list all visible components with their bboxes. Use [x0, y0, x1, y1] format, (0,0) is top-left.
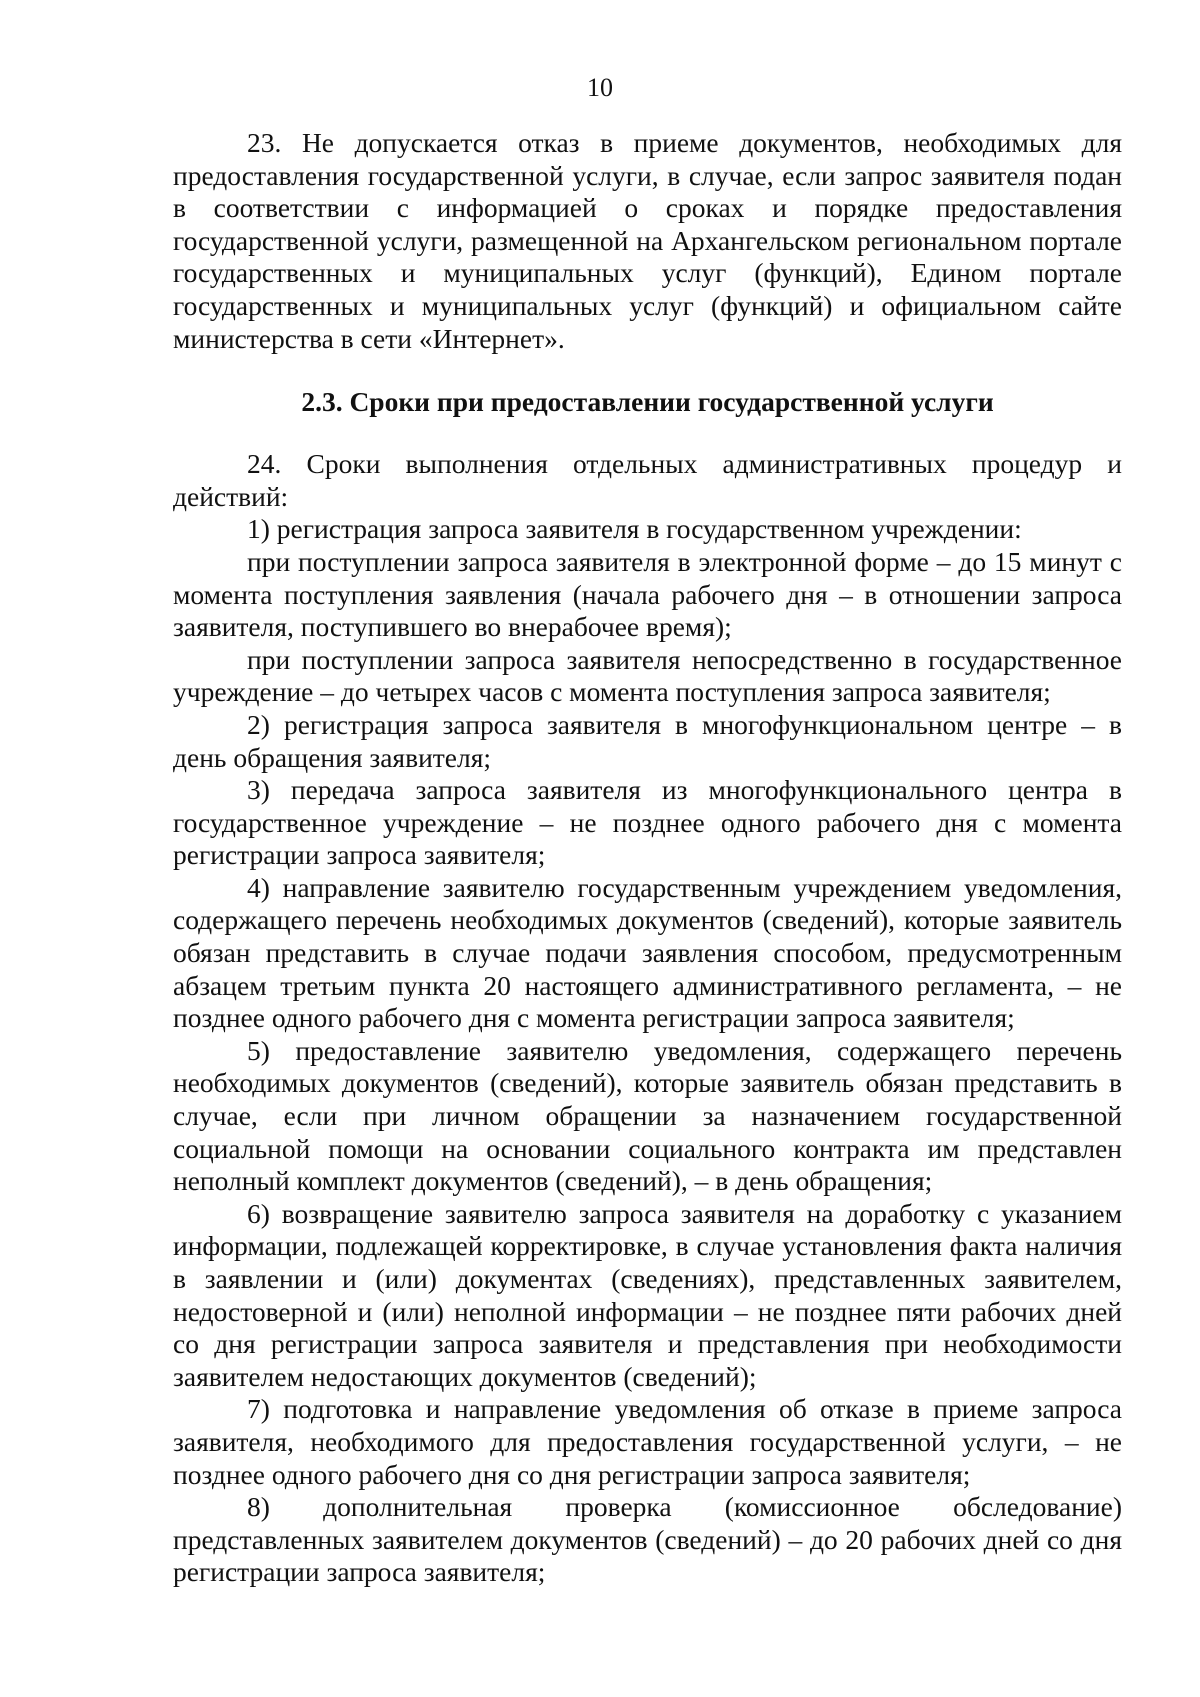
list-item-4: 4) направление заявителю государственным учреждением уведомления, содержащего перечень необходимых документов (сведений), которые заявитель обязан представить в случае подачи заявления способом, предусмотренным абзацем третьим пункта 20 настоящего административного регламента, – не позднее одного рабочего дня с момента регистрации запроса заявителя;: [173, 871, 1122, 1034]
list-item-3: 3) передача запроса заявителя из многофункционального центра в государственное учреждение – не позднее одного рабочего дня с момента регистрации запроса заявителя;: [173, 774, 1122, 871]
list-item-7: 7) подготовка и направление уведомления об отказе в приеме запроса заявителя, необходимого для предоставления государственной услуги, – не позднее одного рабочего дня со дня регистрации запроса заявителя;: [173, 1393, 1122, 1490]
list-item-2: 2) регистрация запроса заявителя в многофункциональном центре – в день обращения заявителя;: [173, 708, 1122, 773]
paragraph-24: 24. Сроки выполнения отдельных административных процедур и действий:: [173, 448, 1122, 512]
section-heading: 2.3. Сроки при предоставлении государственной услуги: [301, 386, 994, 418]
paragraph-23: 23. Не допускается отказ в приеме документов, необходимых для предоставления государственной услуги, в случае, если запрос заявителя подан в соответствии с информацией о сроках и порядке предоставления государственной услуги, размещенной на Архангельском региональном портале государственных и муниципальных услуг (функций), Едином портале государственных и муниципальных услуг (функций) и официальном сайте министерства в сети «Интернет».: [173, 127, 1122, 354]
list-item-6: 6) возвращение заявителю запроса заявителя на доработку с указанием информации, подлежащей корректировке, в случае установления факта наличия в заявлении и (или) документах (сведениях), представленных заявителем, недостоверной и (или) неполной информации – не позднее пяти рабочих дней со дня регистрации запроса заявителя и представления при необходимости заявителем недостающих документов (сведений);: [173, 1197, 1122, 1392]
document-body: [173, 127, 1122, 1589]
list-item-8: 8) дополнительная проверка (комиссионное обследование) представленных заявителем документов (сведений) – до 20 рабочих дней со дня регистрации запроса заявителя;: [173, 1491, 1122, 1588]
page-number: 10: [587, 73, 613, 102]
list-item-5: 5) предоставление заявителю уведомления, содержащего перечень необходимых документов (сведений), которые заявитель обязан представить в случае, если при личном обращении за назначением государственной социальной помощи на основании социального контракта им представлен неполный комплект документов (сведений), – в день обращения;: [173, 1034, 1122, 1197]
list-item-1: 1) регистрация запроса заявителя в государственном учреждении:: [247, 513, 1022, 545]
list-item-1-electronic: при поступлении запроса заявителя в электронной форме – до 15 минут с момента поступления заявления (начала рабочего дня – в отношении запроса заявителя, поступившего во внерабочее время);: [173, 545, 1122, 643]
list-item-1-direct: при поступлении запроса заявителя непосредственно в государственное учреждение – до четырех часов с момента поступления запроса заявителя;: [173, 643, 1122, 708]
